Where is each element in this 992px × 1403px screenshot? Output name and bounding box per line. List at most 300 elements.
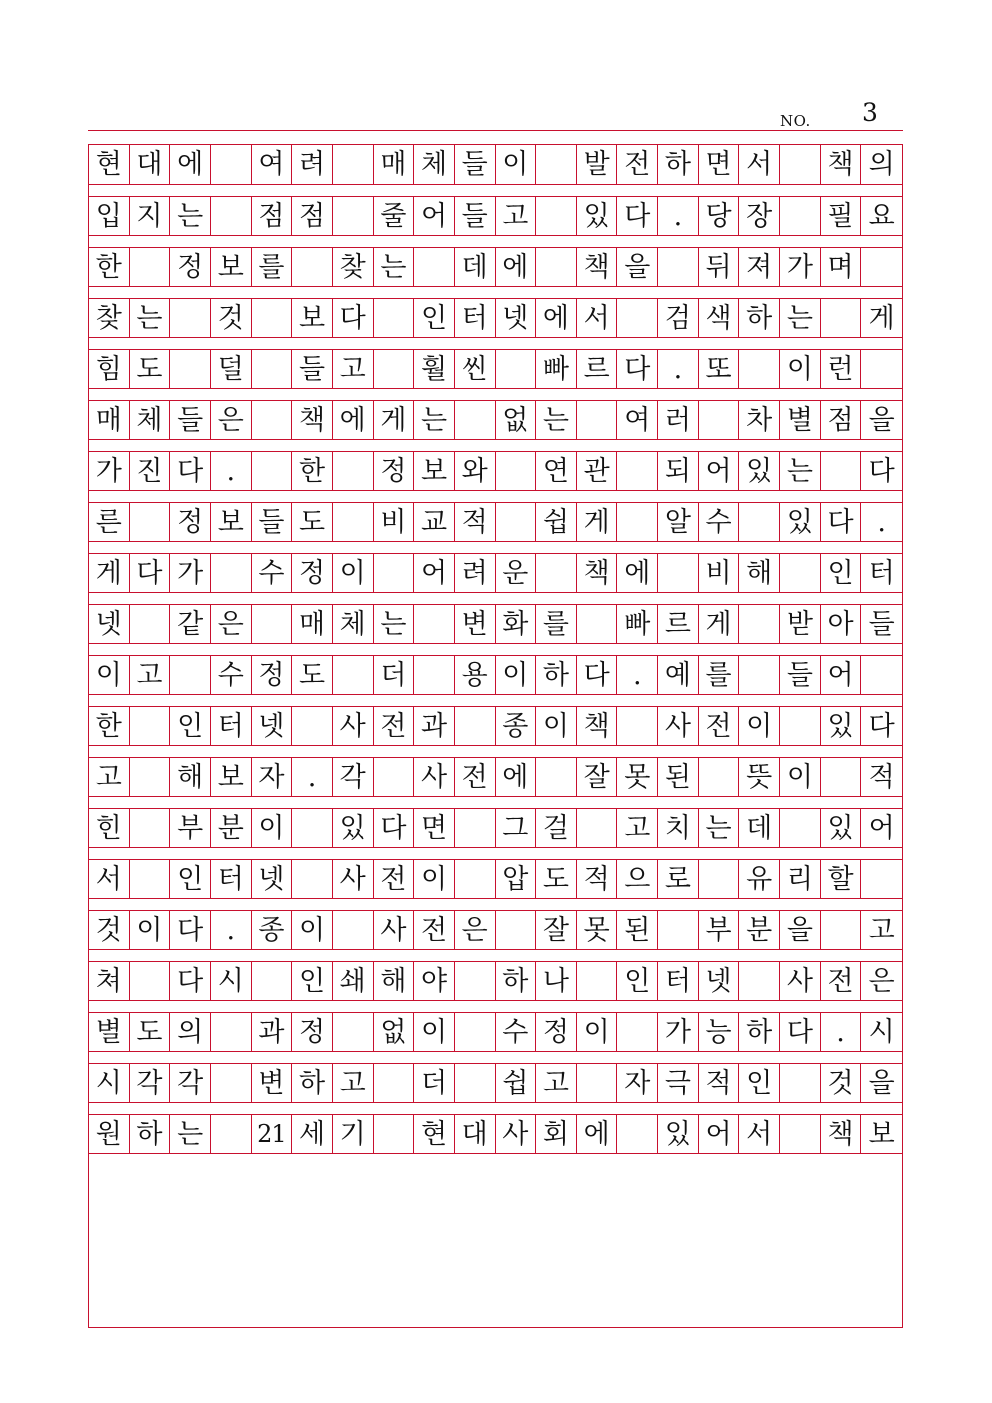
manuscript-cell: . [211, 452, 252, 490]
manuscript-cell: 못 [577, 911, 618, 949]
manuscript-cell: 별 [89, 1013, 130, 1051]
manuscript-cell: 분 [211, 809, 252, 847]
manuscript-cell: 정 [170, 503, 211, 541]
manuscript-row [89, 757, 902, 797]
manuscript-cell [780, 1064, 821, 1102]
manuscript-cell: 인 [821, 554, 862, 592]
manuscript-cell: 시 [868, 1016, 895, 1048]
page-header [88, 96, 903, 132]
manuscript-cell [739, 605, 780, 643]
manuscript-cell [455, 809, 496, 847]
manuscript-cell: 매 [374, 145, 415, 184]
manuscript-cell: 하 [739, 1013, 780, 1051]
manuscript-cell: 발 [577, 145, 618, 184]
manuscript-cell [496, 911, 537, 949]
manuscript-cell [617, 452, 658, 490]
manuscript-cell: 훨 [414, 350, 455, 388]
manuscript-cell: 고 [617, 809, 658, 847]
manuscript-cell: 고 [89, 758, 130, 796]
manuscript-cell: 도 [536, 860, 577, 898]
manuscript-cell [821, 299, 862, 337]
manuscript-cell: 점 [252, 197, 293, 235]
manuscript-cell: 들 [252, 503, 293, 541]
manuscript-cell: 터 [658, 962, 699, 1000]
manuscript-cell: 어 [414, 197, 455, 235]
manuscript-cell [292, 809, 333, 847]
manuscript-cell: 에 [577, 1115, 618, 1153]
manuscript-cell: 가 [170, 554, 211, 592]
manuscript-cell: 해 [374, 962, 415, 1000]
manuscript-cell: 다 [577, 656, 618, 694]
manuscript-row [89, 1063, 902, 1103]
manuscript-cell: 들 [455, 197, 496, 235]
manuscript-cell: 보 [211, 248, 252, 286]
manuscript-cell: 이 [780, 758, 821, 796]
manuscript-cell [455, 962, 496, 1000]
manuscript-cell: 이 [780, 350, 821, 388]
manuscript-cell: 에 [333, 401, 374, 439]
manuscript-cell: 연 [536, 452, 577, 490]
manuscript-cell [374, 758, 415, 796]
manuscript-row [89, 298, 902, 338]
manuscript-cell: 보 [868, 1118, 895, 1150]
manuscript-row [89, 910, 902, 950]
manuscript-cell: . [658, 197, 699, 235]
manuscript-cell [333, 1013, 374, 1051]
manuscript-row [89, 400, 902, 440]
manuscript-cell: 같 [170, 605, 211, 643]
manuscript-cell: 에 [170, 145, 211, 184]
page-number-label: NO. [780, 112, 811, 130]
manuscript-cell [130, 758, 171, 796]
manuscript-cell: 각 [130, 1064, 171, 1102]
manuscript-cell: 는 [780, 299, 821, 337]
manuscript-cell: 은 [211, 605, 252, 643]
manuscript-row [89, 553, 902, 593]
manuscript-cell [658, 911, 699, 949]
manuscript-cell: 걸 [536, 809, 577, 847]
manuscript-cell [455, 1013, 496, 1051]
manuscript-cell [780, 554, 821, 592]
manuscript-cell: 검 [658, 299, 699, 337]
manuscript-cell: 잘 [536, 911, 577, 949]
manuscript-cell: 는 [170, 197, 211, 235]
manuscript-cell: 세 [292, 1115, 333, 1153]
manuscript-cell [211, 145, 252, 184]
manuscript-cell: 시 [211, 962, 252, 1000]
manuscript-cell [577, 401, 618, 439]
manuscript-cell: 된 [658, 758, 699, 796]
manuscript-cell [374, 299, 415, 337]
manuscript-cell: 교 [414, 503, 455, 541]
manuscript-cell: 회 [536, 1115, 577, 1153]
manuscript-cell [211, 197, 252, 235]
manuscript-cell [536, 248, 577, 286]
manuscript-cell: 넷 [252, 707, 293, 745]
manuscript-cell: 전 [455, 758, 496, 796]
manuscript-cell: 도 [292, 503, 333, 541]
manuscript-cell: 고 [333, 350, 374, 388]
manuscript-cell [739, 503, 780, 541]
manuscript-cell: 수 [211, 656, 252, 694]
manuscript-cell: 어 [699, 1115, 740, 1153]
manuscript-cell: 뜻 [739, 758, 780, 796]
manuscript-cell: 는 [130, 299, 171, 337]
manuscript-cell: 있 [821, 707, 862, 745]
manuscript-cell [170, 656, 211, 694]
manuscript-cell: 보 [211, 758, 252, 796]
manuscript-cell: 사 [374, 911, 415, 949]
manuscript-cell: 을 [868, 404, 895, 436]
manuscript-cell [780, 809, 821, 847]
manuscript-cell: 대 [130, 145, 171, 184]
manuscript-cell: 다 [617, 350, 658, 388]
manuscript-cell: 보 [292, 299, 333, 337]
manuscript-cell: 하 [739, 299, 780, 337]
manuscript-cell [455, 707, 496, 745]
manuscript-cell: 정 [536, 1013, 577, 1051]
manuscript-cell: 정 [292, 554, 333, 592]
manuscript-cell: 하 [496, 962, 537, 1000]
manuscript-cell: 른 [89, 503, 130, 541]
manuscript-cell: 더 [374, 656, 415, 694]
manuscript-cell: 의 [868, 149, 895, 180]
manuscript-cell: 게 [89, 554, 130, 592]
manuscript-cell: 전 [699, 707, 740, 745]
manuscript-cell: 들 [170, 401, 211, 439]
manuscript-cell: 대 [455, 1115, 496, 1153]
manuscript-cell: 알 [658, 503, 699, 541]
manuscript-cell: 현 [414, 1115, 455, 1153]
manuscript-cell: 들 [455, 145, 496, 184]
manuscript-cell: 넷 [699, 962, 740, 1000]
manuscript-cell: 이 [89, 656, 130, 694]
manuscript-cell: 변 [252, 1064, 293, 1102]
manuscript-cell [617, 707, 658, 745]
manuscript-cell: 다 [130, 554, 171, 592]
manuscript-cell [821, 452, 862, 490]
manuscript-cell: 어 [821, 656, 862, 694]
manuscript-cell: 있 [333, 809, 374, 847]
manuscript-cell: 다 [868, 455, 895, 487]
manuscript-cell [414, 248, 455, 286]
manuscript-cell [455, 1064, 496, 1102]
manuscript-cell: 하 [292, 1064, 333, 1102]
manuscript-cell [617, 1115, 658, 1153]
manuscript-cell: 다 [170, 911, 211, 949]
manuscript-row [89, 247, 902, 287]
manuscript-cell: 는 [374, 248, 415, 286]
manuscript-cell [252, 401, 293, 439]
manuscript-cell: 없 [496, 401, 537, 439]
manuscript-cell: 가 [89, 452, 130, 490]
manuscript-cell: 는 [536, 401, 577, 439]
manuscript-cell: 쉽 [536, 503, 577, 541]
manuscript-cell [292, 248, 333, 286]
manuscript-cell [821, 911, 862, 949]
manuscript-cell: 로 [658, 860, 699, 898]
manuscript-cell: 전 [374, 860, 415, 898]
manuscript-cell: 책 [577, 248, 618, 286]
manuscript-cell: 자 [252, 758, 293, 796]
manuscript-cell: 정 [252, 656, 293, 694]
manuscript-cell [496, 452, 537, 490]
manuscript-cell: 치 [658, 809, 699, 847]
manuscript-cell: 면 [699, 145, 740, 184]
manuscript-cell [130, 503, 171, 541]
manuscript-rows [89, 145, 902, 1165]
manuscript-cell [780, 707, 821, 745]
manuscript-cell: 쇄 [333, 962, 374, 1000]
manuscript-cell: 입 [89, 197, 130, 235]
manuscript-cell: 고 [536, 1064, 577, 1102]
manuscript-cell [333, 197, 374, 235]
manuscript-cell: 지 [130, 197, 171, 235]
manuscript-cell: 있 [658, 1115, 699, 1153]
manuscript-cell [170, 350, 211, 388]
manuscript-cell: 인 [170, 707, 211, 745]
manuscript-cell: 수 [699, 503, 740, 541]
manuscript-row [89, 604, 902, 644]
manuscript-cell [211, 1013, 252, 1051]
manuscript-cell: 책 [577, 707, 618, 745]
manuscript-cell: 된 [617, 911, 658, 949]
manuscript-cell: 책 [577, 554, 618, 592]
manuscript-cell: 런 [821, 350, 862, 388]
manuscript-cell: 다 [617, 197, 658, 235]
manuscript-cell [658, 554, 699, 592]
manuscript-cell [455, 401, 496, 439]
manuscript-cell [861, 656, 902, 694]
manuscript-cell [861, 350, 902, 388]
manuscript-cell [252, 962, 293, 1000]
manuscript-cell: 빠 [617, 605, 658, 643]
manuscript-cell: 고 [868, 914, 895, 946]
manuscript-cell: 뒤 [699, 248, 740, 286]
manuscript-cell [617, 299, 658, 337]
manuscript-cell: 있 [577, 197, 618, 235]
manuscript-cell [252, 299, 293, 337]
manuscript-cell: 들 [780, 656, 821, 694]
manuscript-cell: 체 [333, 605, 374, 643]
manuscript-cell: 을 [780, 911, 821, 949]
manuscript-cell [130, 809, 171, 847]
manuscript-cell: 당 [699, 197, 740, 235]
manuscript-cell: 넷 [252, 860, 293, 898]
manuscript-cell [536, 554, 577, 592]
manuscript-cell: 사 [333, 707, 374, 745]
manuscript-cell [577, 1064, 618, 1102]
manuscript-cell: 이 [496, 145, 537, 184]
manuscript-cell [536, 758, 577, 796]
manuscript-cell: 고 [130, 656, 171, 694]
manuscript-cell: 도 [130, 1013, 171, 1051]
manuscript-cell [374, 350, 415, 388]
manuscript-cell: 전 [374, 707, 415, 745]
manuscript-cell: 서 [577, 299, 618, 337]
manuscript-cell: 이 [739, 707, 780, 745]
manuscript-cell [739, 962, 780, 1000]
manuscript-cell [496, 350, 537, 388]
manuscript-cell [861, 248, 902, 286]
manuscript-cell: 비 [699, 554, 740, 592]
manuscript-cell: 아 [821, 605, 862, 643]
manuscript-row [89, 145, 902, 185]
manuscript-cell: 정 [374, 452, 415, 490]
manuscript-cell: 되 [658, 452, 699, 490]
manuscript-cell: 다 [170, 452, 211, 490]
manuscript-cell: 려 [455, 554, 496, 592]
manuscript-cell [780, 1115, 821, 1153]
manuscript-cell: 인 [617, 962, 658, 1000]
manuscript-cell: 이 [414, 1013, 455, 1051]
manuscript-cell: 이 [130, 911, 171, 949]
manuscript-cell [374, 554, 415, 592]
manuscript-cell: 쳐 [89, 962, 130, 1000]
manuscript-cell: 종 [252, 911, 293, 949]
manuscript-cell: 나 [536, 962, 577, 1000]
manuscript-cell: 게 [868, 302, 895, 334]
manuscript-cell [252, 350, 293, 388]
manuscript-cell: 별 [780, 401, 821, 439]
manuscript-cell: 를 [699, 656, 740, 694]
manuscript-cell: 받 [780, 605, 821, 643]
manuscript-cell: 터 [211, 860, 252, 898]
manuscript-cell [536, 145, 577, 184]
manuscript-cell: 이 [414, 860, 455, 898]
manuscript-cell [333, 503, 374, 541]
manuscript-cell: 다 [821, 503, 862, 541]
manuscript-cell: 의 [170, 1013, 211, 1051]
manuscript-cell: 어 [699, 452, 740, 490]
manuscript-cell [130, 605, 171, 643]
manuscript-cell: 넷 [496, 299, 537, 337]
manuscript-cell: 고 [496, 197, 537, 235]
manuscript-cell: 을 [868, 1067, 895, 1099]
manuscript-cell: 각 [170, 1064, 211, 1102]
manuscript-cell: 한 [89, 707, 130, 745]
manuscript-cell: 정 [170, 248, 211, 286]
manuscript-cell: 것 [89, 911, 130, 949]
manuscript-cell: 사 [414, 758, 455, 796]
manuscript-cell [333, 452, 374, 490]
manuscript-cell: . [877, 506, 886, 538]
manuscript-cell: 에 [496, 758, 537, 796]
manuscript-cell: 색 [699, 299, 740, 337]
manuscript-cell: 분 [739, 911, 780, 949]
manuscript-cell: 하 [536, 656, 577, 694]
manuscript-cell: 자 [617, 1064, 658, 1102]
manuscript-cell: 매 [89, 401, 130, 439]
manuscript-cell: 더 [414, 1064, 455, 1102]
manuscript-cell [374, 1115, 415, 1153]
manuscript-cell [455, 860, 496, 898]
manuscript-cell: . [658, 350, 699, 388]
manuscript-cell: 는 [374, 605, 415, 643]
manuscript-cell: 적 [699, 1064, 740, 1102]
manuscript-cell: 다 [333, 299, 374, 337]
manuscript-cell: 에 [536, 299, 577, 337]
manuscript-cell: 체 [414, 145, 455, 184]
manuscript-cell: 이 [496, 656, 537, 694]
manuscript-cell [739, 656, 780, 694]
manuscript-cell: 려 [292, 145, 333, 184]
manuscript-cell [536, 197, 577, 235]
manuscript-cell [780, 197, 821, 235]
manuscript-cell: 들 [868, 608, 895, 640]
manuscript-cell: 적 [455, 503, 496, 541]
manuscript-cell [292, 707, 333, 745]
manuscript-row [89, 655, 902, 695]
manuscript-cell: 서 [89, 860, 130, 898]
manuscript-cell: 도 [130, 350, 171, 388]
manuscript-cell: 기 [333, 1115, 374, 1153]
manuscript-cell: 며 [821, 248, 862, 286]
manuscript-cell [617, 503, 658, 541]
manuscript-cell: 르 [658, 605, 699, 643]
manuscript-cell: 힘 [89, 350, 130, 388]
manuscript-cell: 빠 [536, 350, 577, 388]
manuscript-cell: 적 [868, 761, 895, 793]
manuscript-cell: 서 [739, 145, 780, 184]
page-number: 3 [862, 98, 878, 127]
manuscript-cell [577, 809, 618, 847]
manuscript-cell: . [821, 1013, 862, 1051]
manuscript-cell: 점 [821, 401, 862, 439]
manuscript-cell: 전 [414, 911, 455, 949]
manuscript-cell: 를 [252, 248, 293, 286]
manuscript-cell [292, 860, 333, 898]
manuscript-cell: 부 [699, 911, 740, 949]
manuscript-cell [333, 145, 374, 184]
manuscript-row [89, 1012, 902, 1052]
manuscript-cell [211, 554, 252, 592]
manuscript-cell: 보 [211, 503, 252, 541]
manuscript-row [89, 1114, 902, 1154]
manuscript-cell: 찾 [89, 299, 130, 337]
manuscript-row [89, 349, 902, 389]
manuscript-cell: 게 [374, 401, 415, 439]
manuscript-cell: 장 [739, 197, 780, 235]
manuscript-cell: 찾 [333, 248, 374, 286]
manuscript-cell [821, 758, 862, 796]
manuscript-cell: 차 [739, 401, 780, 439]
manuscript-cell: 여 [617, 401, 658, 439]
manuscript-cell: 인 [292, 962, 333, 1000]
manuscript-cell: 데 [455, 248, 496, 286]
manuscript-cell: 매 [292, 605, 333, 643]
manuscript-cell: 다 [170, 962, 211, 1000]
manuscript-cell: 쉽 [496, 1064, 537, 1102]
manuscript-cell: 요 [868, 200, 895, 232]
manuscript-cell: 게 [699, 605, 740, 643]
manuscript-cell: 는 [414, 401, 455, 439]
manuscript-cell: 예 [658, 656, 699, 694]
manuscript-cell [252, 605, 293, 643]
manuscript-cell: 다 [868, 710, 895, 742]
manuscript-cell: 할 [821, 860, 862, 898]
manuscript-cell: 과 [414, 707, 455, 745]
manuscript-cell [130, 707, 171, 745]
manuscript-cell: 화 [496, 605, 537, 643]
manuscript-cell: 잘 [577, 758, 618, 796]
manuscript-cell: 전 [617, 145, 658, 184]
manuscript-cell: 용 [455, 656, 496, 694]
manuscript-cell: 하 [658, 145, 699, 184]
manuscript-cell [699, 401, 740, 439]
manuscript-cell [658, 248, 699, 286]
manuscript-cell: 야 [414, 962, 455, 1000]
